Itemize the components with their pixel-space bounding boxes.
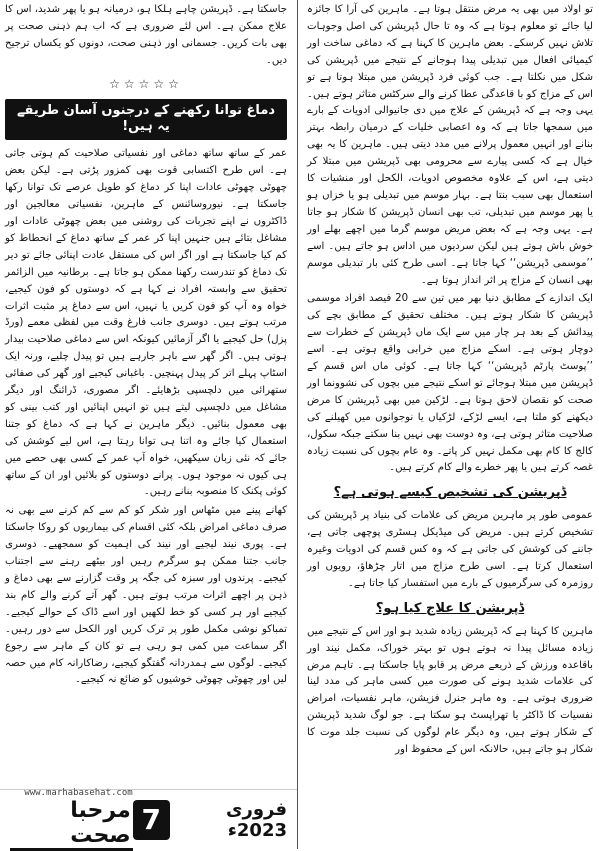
magazine-brand [10, 788, 133, 851]
issue-date: فروری 2023ء [225, 798, 287, 841]
article-paragraph-1: عمر کے ساتھ ساتھ دماغی اور نفسیاتی صلاحیت کم ہوتی جاتی ہے۔ اس طرح اکتسابی قوت بھی کمزور پڑتی ہے۔ لیکن بعض چھوٹی چھوٹی عادات اپنا کر دماغ کو طویل عرصے تک توانا رکھا جاسکتا ہے۔ نیوروسائنس کے ماہرین، نفسیاتی معالجین اور ڈاکٹروں نے اپنے تجربات کی روشنی میں بعض چھوٹی عادات اور مشاغل بتائے ہیں جنہیں اپنا کر عمر کے ساتھ دماغ کے انحطاط کو کم کیا جاسکتا ہے اور اگر اس کی مستقل عادت اپنائی جائے تو دیر تک دماغ کو تندرست رکھنا ممکن ہو جاتا ہے۔ برطانیہ میں الزائمر تحقیق سے وابستہ افراد نے کہا ہے کہ دوستوں کو فون کیجیے، خواہ وہ آپ کو فون کریں یا نہیں، اس سے دماغ پر مثبت اثرات مرتب ہوتے ہیں۔ دوسری جانب فارغ وقت میں لفظی معمے (ورڈ پزل) حل کیجیے یا اگر آزمائیں کیونکہ اس سے دماغی صلاحیت بیدار ہوتی ہیں۔ اگر گھر سے باہر جارہے ہیں تو پیدل چلیے، ورنہ ایک اسٹاپ پہلے اتر کر پیدل پہنچیں۔ باغبانی کیجیے اور گھر کی صفائی ستھرائی میں دلچسپی بڑھایئے۔ اگر مصوری، ڈرائنگ اور دیگر مشاغل میں دلچسپی لیتے ہیں تو انہیں اپنائیں اور کتب بینی کو بھی معمول بنائیں۔ دیگر ماہرین نے کہا ہے کہ دماغ کو جتنا استعمال کیا جائے وہ اتنا ہی توانا رہتا ہے، اس لیے کوشش کی جائے کہ نئی زبان سیکھیں، خواہ آپ عمر کے کسی بھی حصے میں ہی کیوں نہ موجود ہوں۔ پرانے دوستوں کو بلائیں اور ان کے ساتھ کوئی پکنک کا منصوبہ بنانے رہیں۔ [5, 148, 287, 498]
column-divider [297, 0, 298, 849]
page-number: 7 [133, 800, 170, 840]
right-paragraph-3: عمومی طور پر ماہرین مریض کی علامات کی بنیاد پر ڈپریشن کی تشخیص کرتے ہیں۔ مریض کی میڈیکل ہسٹری پوچھی جاتی ہے، جاننے کی کوشش کی جاتی ہے کہ وہ کس قسم کی ادویات وغیرہ استعمال کرتا ہے۔ اسی طرح مزاج میں اتار چڑھاؤ، رویوں اور روزمرہ کی سرگرمیوں کے بارے میں استفسار کیا جاتا ہے۔ [307, 510, 593, 589]
article-paragraph-2: کھانے پینے میں مٹھاس اور شکر کو کم سے کم کرنے سے بھی نہ صرف دماغی امراض بلکہ کئی اقسام کی بیماریوں کو روکا جاسکتا ہے۔ پوری نیند لیجیے اور نیند کی اہمیت کو سمجھیے۔ دوسری جانب جتنا ممکن ہو سرگرم رہیں اور بیٹھے رہنے سے اجتناب کیجیے۔ پرندوں اور سبزہ کی جگہ پر وقت گزارنے سے بھی دماغ و ذہن پر اچھے اثرات مرتب ہوتے ہیں۔ گھر آتے کرنے والے کام بند کیجیے اور ہر کسی کو خط لکھیں اور اسے ڈاک کے حوالے کیجیے۔ تمباکو نوشی مکمل طور پر ترک کریں اور الکحل سے دور رہیں۔ اگر سماعت میں کمی ہو رہی ہے تو کان کے ماہر سے رجوع کیجیے۔ لوگوں سے ہمدردانہ گفتگو کیجیے، رضاکارانہ کام میں حصہ لیں اور چھوٹی چھوٹی خوشیوں کو ضائع نہ کیجیے۔ [5, 505, 287, 686]
section-heading-diagnosis: ڈپریشن کی تشخیص کیسے ہوتی ہے؟ [333, 485, 567, 501]
page-footer [0, 789, 297, 849]
brand-logo: مرحبا صحت [10, 798, 133, 851]
right-paragraph-1: تو اولاد میں بھی یہ مرض منتقل ہوتا ہے۔ ماہرین کی آرا کا جائزہ لیا جائے تو معلوم ہوتا ہے کہ وہ تا حال ڈپریشن کی اصل وجوہات تلاش نہیں کرسکے۔ بعض ماہرین کا کہنا ہے کہ دماغی ساخت اور کیمیائی افعال میں تبدیلی پیدا ہوجانے کے نتیجے میں ڈپریشن کی شکل میں نکلتا ہے۔ جب کوئی فرد ڈپریشن میں مبتلا ہوتا ہے تو اس کے مزاج کو با قاعدگی عطا کرنے والے سرکٹس متاثر ہوتے ہیں۔ یہی وجہ ہے کہ ڈپریشن کے علاج میں دی جانیوالی ادویات کے بارے میں سمجھا جاتا ہے کہ وہ اعصابی خلیات کے درمیان رابطہ بہتر بنانے اور انہیں معمول پرلانے میں مدد دیتی ہیں۔ ماہرین کا یہ بھی خیال ہے کہ کسی پیارے سے محرومی بھی ڈپریشن میں مبتلا کر دیتی ہے، اس کے علاوہ مخصوص ادویات، الکحل اور منشیات کا استعمال بھی سبب بنتا ہے۔ بہار موسم میں تبدیلی ہو یا خزاں ہو یا پھر موسم میں تبدیلی، تب بھی انسان ڈپریشن کا شکار ہو جاتا ہے۔ یہی وجہ ہے کہ بعض مریض موسم گرما میں اچھے بھلے اور خوش باش ہوتے ہیں لیکن سردیوں میں اداس ہو جاتے ہیں۔ اسے ’’موسمی ڈپریشن‘‘ کہا جاتا ہے۔ اسی طرح کئی بار تبدیلی موسم بھی انسان کے مزاج پر اثر انداز ہوتا ہے۔ [307, 4, 593, 286]
right-paragraph-2: ایک اندازے کے مطابق دنیا بھر میں تین سے 20 فیصد افراد موسمی ڈپریشن کا شکار ہوتے ہیں۔ مختلف تحقیق کے مطابق بچے کی پیدائش کے بعد ہر چار میں سے ایک ماں ڈپریشن کے خطرات سے دوچار ہوتی ہے۔ اسکے مزاج میں خرابی واقع ہوتی ہے۔ اسے ’’پوسٹ پارٹم ڈپریشن‘‘ کہا جاتا ہے۔ کوئی ماں اس قسم کے ڈپریشن میں مبتلا ہوجائے تو اسکے نتیجے میں بچوں کی نشوونما اور صحت کو نقصان لاحق ہوتا ہے۔ لڑکین میں بھی ڈپریشن کا مرض دیکھنے کو ملتا ہے، ایسے لڑکے، لڑکیاں یا نوجوانوں میں کھیلنے کی صلاحیت متاثر ہوتی ہے، وہ دوست بھی نہیں بنا سکتے جبکہ سکول، کالج کا کام بھی مکمل نہیں کر پاتے۔ وہ عام بچوں کی نسبت زیادہ غصہ کرتے ہیں یا پھر خطرے والے کام کرتے ہیں۔ [307, 293, 594, 474]
right-column [299, 0, 599, 849]
brand-url: www.marhabasehat.com [24, 788, 133, 798]
section-heading-treatment: ڈپریشن کا علاج کیا ہو؟ [375, 600, 525, 616]
star-separator: ☆☆☆☆☆ [109, 76, 183, 91]
article-title: دماغ توانا رکھنے کے درجنوں آسان طریقے یہ ہیں! [5, 99, 287, 141]
left-intro-paragraph: جاسکتا ہے۔ ڈپریشن چاہے ہلکا ہو، درمیانہ ہو یا پھر شدید، اس کا علاج ممکن ہے۔ اس لئے ضروری ہے کہ اب ہم ذہنی صحت پر بھی بات کریں۔ جسمانی اور ذہنی صحت، دونوں کو یکساں ترجیح دیں۔ [5, 4, 287, 66]
left-column [0, 0, 295, 790]
right-paragraph-4: ماہرین کا کہنا ہے کہ ڈپریشن زیادہ شدید ہو اور اس کے نتیجے میں زیادہ مسائل پیدا نہ ہوتے ہوں تو بہتر خوراک، مکمل نیند اور باقاعدہ ورزش کے ذریعے مرض پر قابو پایا جاسکتا ہے۔ تاہم مرض کی علامات شدید ہونے کی صورت میں کسی ماہر کی مدد لینا ضروری ہوتی ہے۔ وہ ماہر جنرل فزیشن، ماہر نفسیات، امراض نفسیات کا ڈاکٹر یا تھراپسٹ ہو سکتا ہے۔ جو لوگ شدید ڈپریشن کے شکار ہوتے ہیں، وہ دیگر عام لوگوں کی نسبت جلد موت کا شکار ہو جاتے ہیں، حالانکہ اس کے محفوظ اور [307, 625, 593, 756]
